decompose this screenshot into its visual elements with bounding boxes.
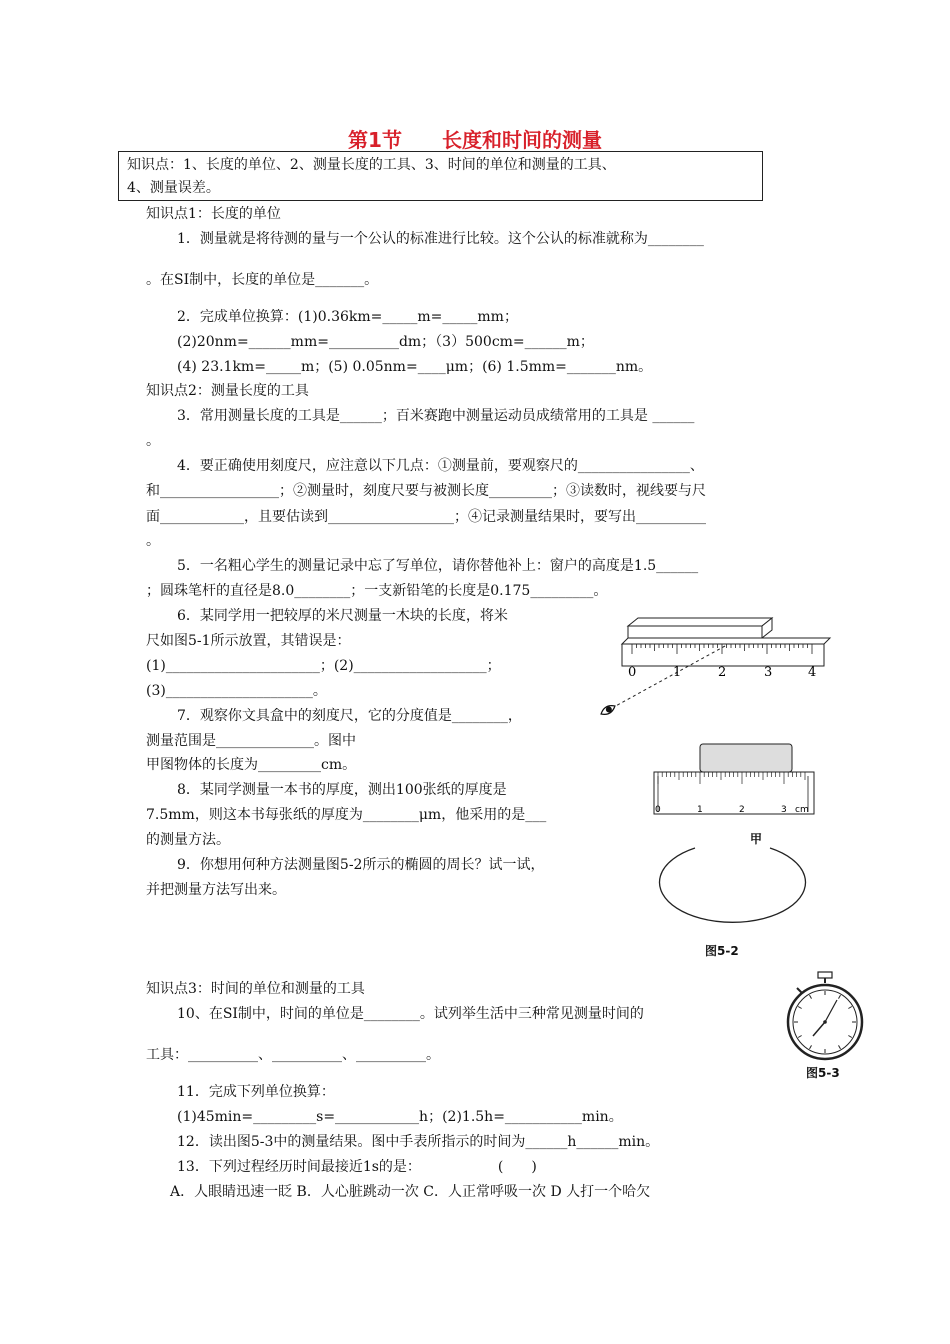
question-1-line-1: 1．测量就是将待测的量与一个公认的标准进行比较。这个公认的标准就称为________: [177, 231, 704, 247]
question-1-line-2: 。在SI制中，长度的单位是_______。: [146, 272, 379, 288]
question-6-line-4: (3)_____________________。: [146, 683, 327, 699]
question-9-line-2: 并把测量方法写出来。: [146, 882, 286, 898]
summary-line-2: 4、测量误差。: [127, 180, 220, 196]
question-3-line-1: 3．常用测量长度的工具是______；百米赛跑中测量运动员成绩常用的工具是 ______: [177, 408, 695, 424]
question-10-line-1: 10、在SI制中，时间的单位是________。试列举生活中三种常见测量时间的: [177, 1006, 644, 1022]
question-3-line-2: 。: [146, 433, 160, 449]
jia-unit: cm: [795, 805, 809, 815]
ellipse: [660, 848, 806, 922]
jia-ruler: [654, 772, 814, 814]
jia-num-0: 0: [655, 805, 661, 815]
question-12: 12．读出图5-3中的测量结果。图中手表所指示的时间为______h______min。: [177, 1134, 660, 1150]
jia-caption: 甲: [750, 832, 763, 846]
question-7-line-2: 测量范围是______________。图中: [146, 733, 356, 749]
question-8-line-1: 8．某同学测量一本书的厚度，测出100张纸的厚度是: [177, 782, 507, 798]
question-11-line-2: (1)45min=_________s=____________h；(2)1.5h=___________min。: [177, 1109, 623, 1125]
question-5-line-1: 5．一名粗心学生的测量记录中忘了写单位，请你替他补上：窗户的高度是1.5______: [177, 558, 699, 574]
section-heading-1: 知识点1：长度的单位: [146, 206, 281, 222]
question-2-line-1: 2．完成单位换算：(1)0.36km=_____m=_____mm；: [177, 309, 518, 325]
question-2-line-3: (4) 23.1km=_____m；(5) 0.05nm=____μm；(6) 1.5mm=_______nm。: [177, 359, 653, 375]
fig51-num-3: 3: [764, 665, 773, 680]
jia-object: [700, 744, 792, 772]
question-9-line-1: 9．你想用何种方法测量图5-2所示的椭圆的周长？试一试，: [177, 857, 545, 873]
figure-5-3: [785, 970, 865, 1062]
summary-line-1: 知识点：1、长度的单位、2、测量长度的工具、3、时间的单位和测量的工具、: [127, 157, 616, 173]
question-8-line-2: 7.5mm，则这本书每张纸的厚度为________μm，他采用的是___: [146, 807, 547, 823]
section-heading-3: 知识点3：时间的单位和测量的工具: [146, 981, 365, 997]
question-7-line-1: 7．观察你文具盒中的刻度尺，它的分度值是________，: [177, 708, 522, 724]
question-4-line-1: 4．要正确使用刻度尺，应注意以下几点：①测量前，要观察尺的________________、: [177, 458, 704, 474]
question-7-line-3: 甲图物体的长度为_________cm。: [146, 757, 357, 773]
question-13-options: A．人眼睛迅速一眨 B．人心脏跳动一次 C．人正常呼吸一次 D 人打一个哈欠: [170, 1184, 651, 1200]
jia-num-3: 3: [781, 805, 787, 815]
figure-jia: [650, 742, 820, 822]
figure-5-1: [600, 610, 840, 730]
fig51-num-1: 1: [673, 665, 682, 680]
question-10-line-2: 工具：__________、__________、__________。: [146, 1047, 440, 1063]
fig51-num-2: 2: [718, 665, 727, 680]
fig52-caption: 图5-2: [705, 944, 739, 958]
question-6-line-3: (1)______________________；(2)___________________；: [146, 658, 501, 674]
fig51-num-0: 0: [628, 665, 637, 680]
question-4-line-4: 。: [146, 533, 160, 549]
question-8-line-3: 的测量方法。: [146, 832, 230, 848]
question-13: 13．下列过程经历时间最接近1s的是： ( ): [177, 1159, 537, 1175]
page-title: 第1节 长度和时间的测量: [348, 128, 602, 152]
knowledge-summary-box: [118, 151, 763, 201]
question-4-line-2: 和_________________；②测量时，刻度尺要与被测长度_________；③读数时，视线要与尺: [146, 483, 706, 499]
block-front: [628, 626, 762, 638]
figure-5-2: [655, 840, 805, 930]
question-4-line-3: 面____________，且要估读到__________________；④记录测量结果时，要写出__________: [146, 509, 706, 525]
question-5-line-2: ；圆珠笔杆的直径是8.0________；一支新铅笔的长度是0.175_________。: [146, 583, 608, 599]
question-6-line-2: 尺如图5-1所示放置，其错误是：: [146, 633, 351, 649]
fig53-caption: 图5-3: [806, 1066, 840, 1080]
question-2-line-2: (2)20nm=______mm=__________dm；（3）500cm=______m；: [177, 334, 594, 350]
question-6-line-1: 6．某同学用一把较厚的米尺测量一木块的长度，将米: [177, 608, 508, 624]
question-11-line-1: 11．完成下列单位换算：: [177, 1084, 335, 1100]
jia-num-1: 1: [697, 805, 703, 815]
block-top: [628, 618, 772, 626]
jia-num-2: 2: [739, 805, 745, 815]
section-heading-2: 知识点2：测量长度的工具: [146, 383, 309, 399]
ruler-top: [622, 638, 830, 644]
eye-icon: [599, 703, 616, 717]
fig51-num-4: 4: [808, 665, 817, 680]
